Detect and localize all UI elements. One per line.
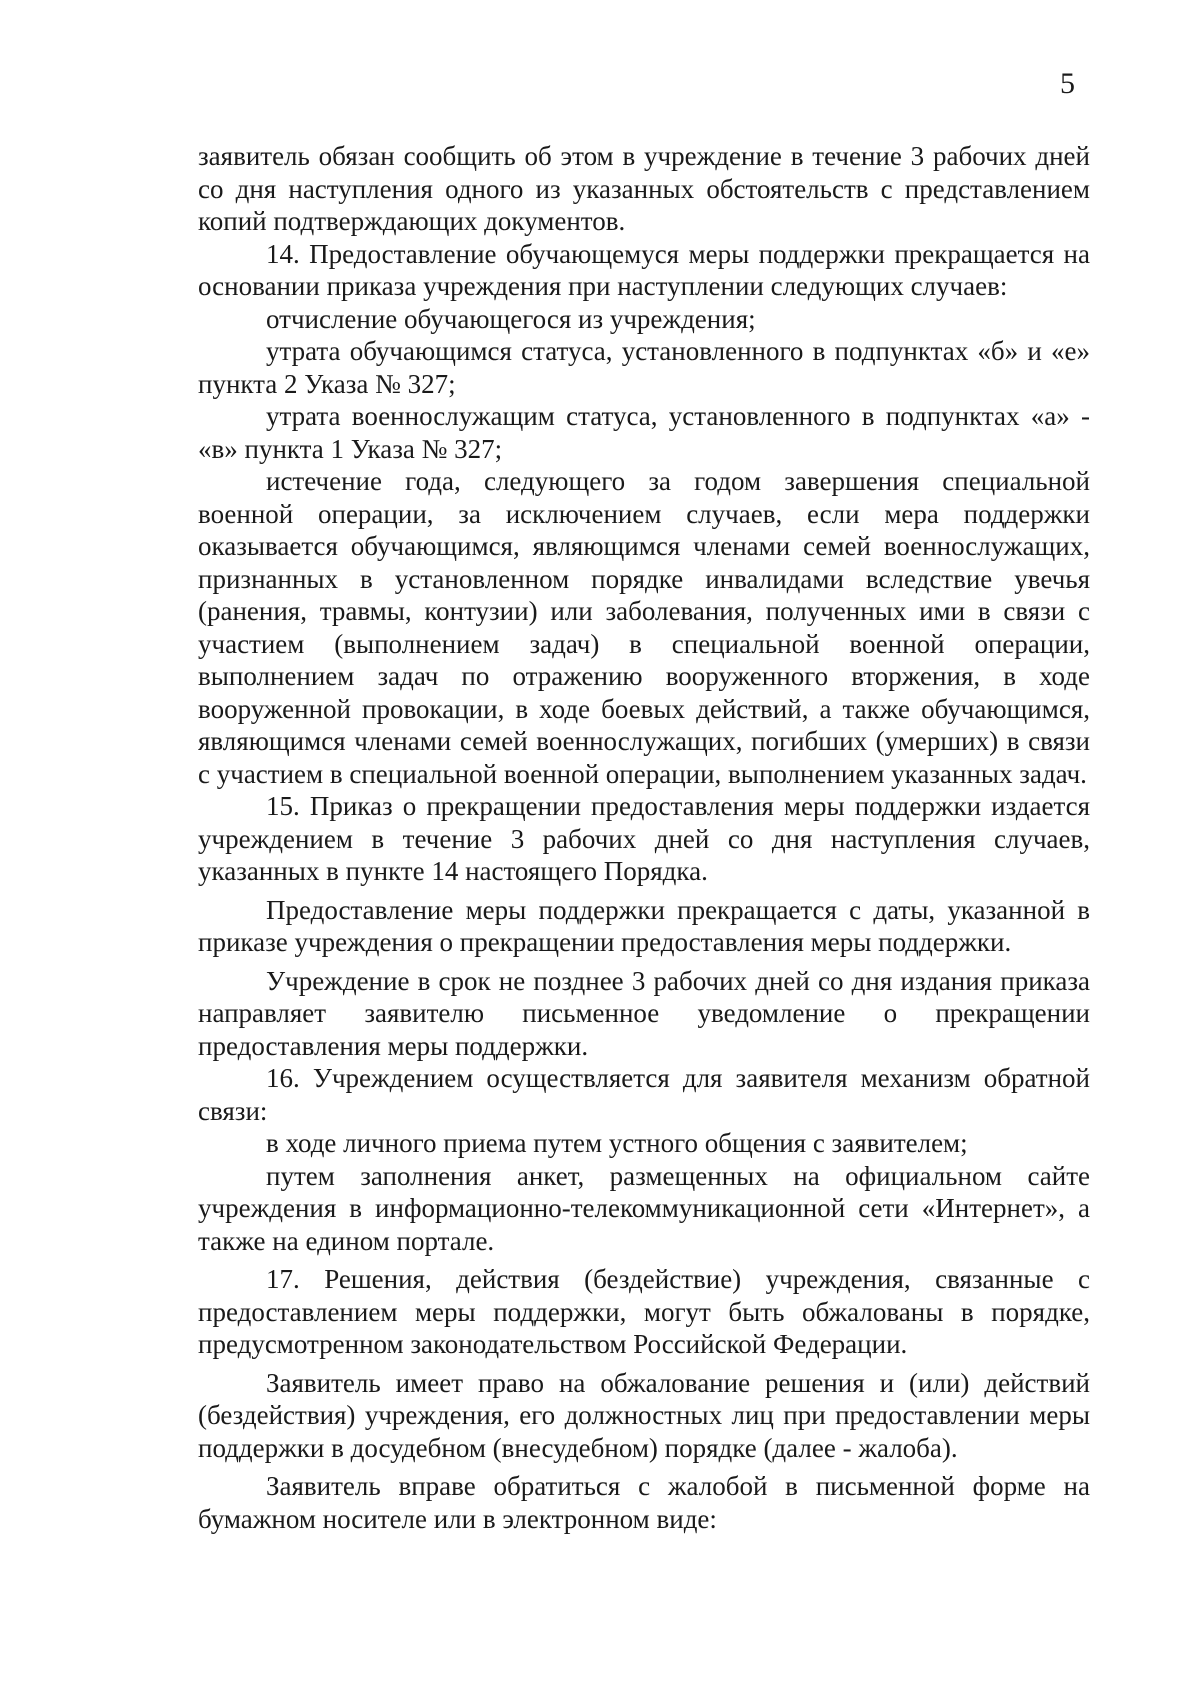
paragraph-feedback-survey: путем заполнения анкет, размещенных на официальном сайте учреждения в информационно-телекоммуникационной сети «Интернет», а также на едином портале. — [198, 1160, 1090, 1256]
paragraph-clause-15: 15. Приказ о прекращении предоставления меры поддержки издается учреждением в течение 3 рабочих дней со дня наступления случаев, указанных в пункте 14 настоящего Порядка. — [198, 791, 1090, 886]
paragraph-case-year-expiry: истечение года, следующего за годом завершения специальной военной операции, за исключением случаев, если мера поддержки оказывается обучающимся, являющимся членами семей военнослужащих, признанных в установленном порядке инвалидами вследствие увечья (ранения, травмы, контузии) или заболевания, полученных ими в связи с участием (выполнением задач) в специальной военной операции, выполнением задач по отражению вооруженного вторжения, в ходе вооруженной провокации, в ходе боевых действий, а также обучающимся, являющимся членами семей военнослужащих, погибших (умерших) в связи с участием в специальной военной операции, выполнением указанных задач. — [198, 466, 1090, 789]
paragraph-appeal-form: Заявитель вправе обратиться с жалобой в письменной форме на бумажном носителе или в электронном виде: — [198, 1471, 1090, 1534]
paragraph-case-serviceman-status: утрата военнослужащим статуса, установленного в подпунктах «а» - «в» пункта 1 Указа № 327; — [198, 401, 1090, 464]
paragraph-clause-17: 17. Решения, действия (бездействие) учреждения, связанные с предоставлением меры поддержки, могут быть обжалованы в порядке, предусмотренном законодательством Российской Федерации. — [198, 1264, 1090, 1359]
paragraph-feedback-personal: в ходе личного приема путем устного общения с заявителем; — [266, 1128, 968, 1158]
paragraph-notification: Учреждение в срок не позднее 3 рабочих дней со дня издания приказа направляет заявителю письменное уведомление о прекращении предоставления меры поддержки. — [198, 965, 1090, 1061]
paragraph-termination-date: Предоставление меры поддержки прекращается с даты, указанной в приказе учреждения о прекращении предоставления меры поддержки. — [198, 894, 1090, 957]
paragraph-clause-16: 16. Учреждением осуществляется для заявителя механизм обратной связи: — [198, 1063, 1090, 1126]
page-number: 5 — [1060, 67, 1075, 100]
paragraph-case-expulsion: отчисление обучающегося из учреждения; — [266, 303, 756, 334]
paragraph-appeal-right: Заявитель имеет право на обжалование решения и (или) действий (бездействия) учреждения, его должностных лиц при предоставлении меры поддержки в досудебном (внесудебном) порядке (далее - жалоба). — [198, 1367, 1090, 1463]
paragraph-clause-14: 14. Предоставление обучающемуся меры поддержки прекращается на основании приказа учреждения при наступлении следующих случаев: — [198, 238, 1090, 301]
paragraph-continuation: заявитель обязан сообщить об этом в учреждение в течение 3 рабочих дней со дня наступления одного из указанных обстоятельств с представлением копий подтверждающих документов. — [198, 141, 1090, 236]
paragraph-case-student-status: утрата обучающимся статуса, установленного в подпунктах «б» и «е» пункта 2 Указа № 327; — [198, 336, 1090, 399]
document-body — [198, 140, 1090, 1535]
